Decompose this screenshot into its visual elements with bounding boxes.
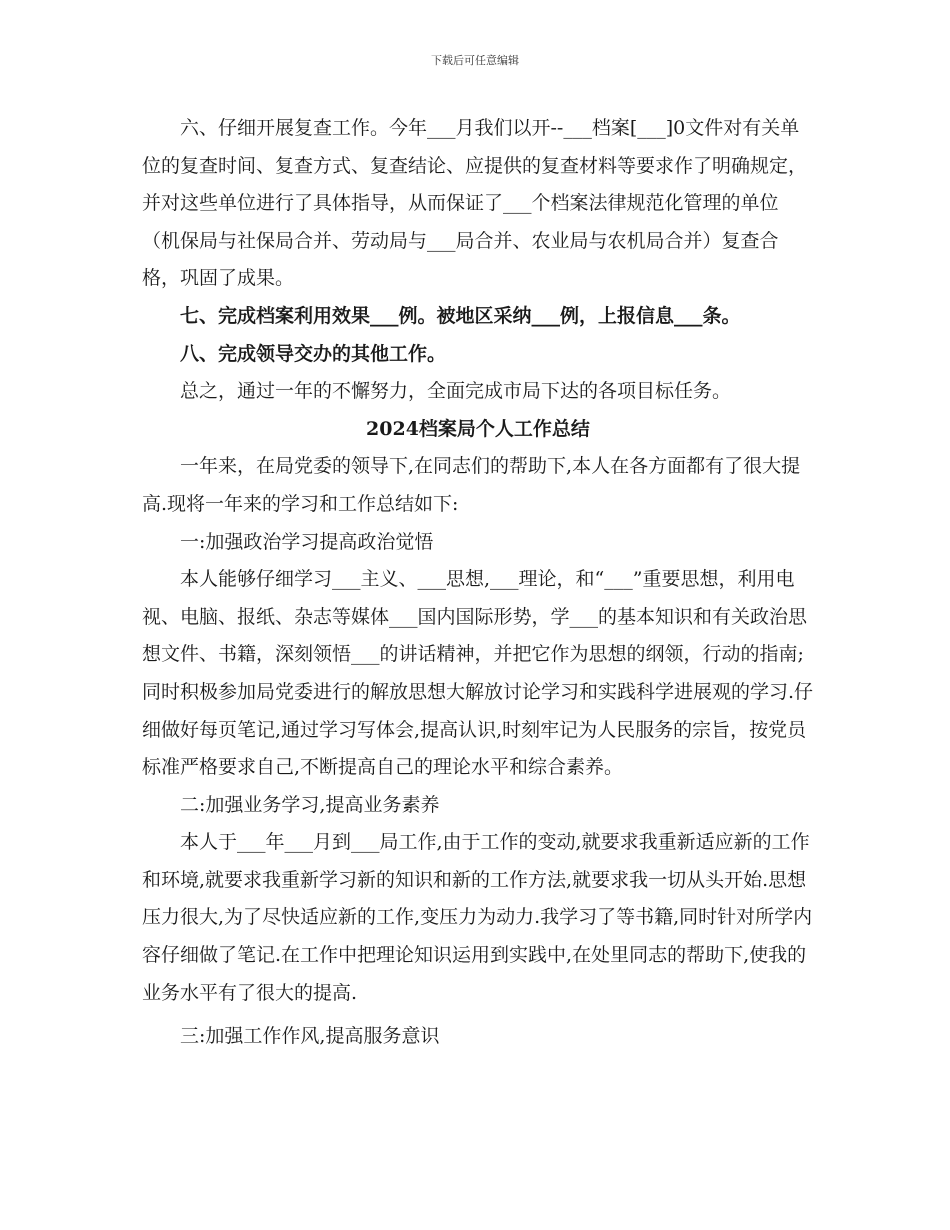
section-heading-business-study: 二:加强业务学习,提高业务素养	[180, 793, 440, 816]
paragraph-archive-utilization: 七、完成档案利用效果___例。被地区采纳___例，上报信息___条。	[180, 304, 741, 327]
page-header: 下载后可任意编辑	[431, 54, 519, 67]
paragraph-intro: 一年来，在局党委的领导下,在同志们的帮助下,本人在各方面都有了很大提高.现将一年来的学习和工作总结如下:	[142, 455, 801, 515]
paragraph-summary: 总之，通过一年的不懈努力，全面完成市局下达的各项目标任务。	[180, 380, 732, 403]
paragraph-political-study: 本人能够仔细学习___主义、___思想,___理论，和“___”重要思想，利用电视、电脑、报纸、杂志等媒体___国内国际形势，学___的基本知识和有关政治思想文件、书籍，深刻领悟___的讲话精神，并把它作为思想的纲领，行动的指南;同时积极参加局党委进行的解放思想大解放讨论学习和实践科学进展观的学习.仔细做好每页笔记,通过学习写体会,提高认识,时刻牢记为人民服务的宗旨，按党员标准严格要求自己,不断提高自己的理论水平和综合素养。	[142, 568, 814, 779]
section-heading-work-style: 三:加强工作作风,提高服务意识	[180, 1025, 440, 1048]
document-body	[142, 110, 814, 1056]
paragraph-review-work: 六、仔细开展复查工作。今年___月我们以开--___档案[___]0文件对有关单位的复查时间、复查方式、复查结论、应提供的复查材料等要求作了明确规定，并对这些单位进行了具体指导，从而保证了___个档案法律规范化管理的单位（机保局与社保局合并、劳动局与___局合并、农业局与农机局合并）复查合格，巩固了成果。	[142, 117, 808, 290]
section-heading-political-study: 一:加强政治学习提高政治觉悟	[180, 530, 434, 553]
document-title: 2024档案局个人工作总结	[366, 417, 590, 440]
paragraph-other-tasks: 八、完成领导交办的其他工作。	[180, 342, 447, 365]
paragraph-business-study: 本人于___年___月到___局工作,由于工作的变动,就要求我重新适应新的工作和环境,就要求我重新学习新的知识和新的工作方法,就要求我一切从头开始.思想压力很大,为了尽快适应新的工作,变压力为动力.我学习了等书籍,同时针对所学内容仔细做了笔记.在工作中把理论知识运用到实践中,在处里同志的帮助下,使我的业务水平有了很大的提高.	[142, 831, 813, 1004]
